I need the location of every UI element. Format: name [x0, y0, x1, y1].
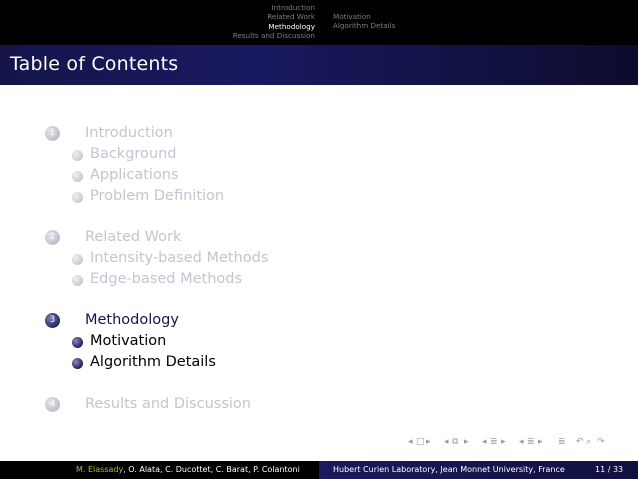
subsection-list: [333, 12, 633, 31]
footer-authors-panel: [0, 461, 319, 479]
section-number-badge: 1: [45, 126, 60, 141]
section-number-badge: 4: [45, 397, 60, 412]
coauthor-names: , O. Alata, C. Ducottet, C. Barat, P. Colantoni: [123, 465, 300, 474]
page-number: 11 / 33: [595, 465, 624, 474]
section-number-badge: 3: [45, 313, 60, 328]
search-forward-icon[interactable]: ↷: [597, 437, 605, 447]
bullet-icon: [72, 150, 83, 161]
nav-section-results[interactable]: Results and Discussion: [232, 31, 315, 41]
toc-section-title[interactable]: Related Work: [85, 229, 182, 245]
slide-icon[interactable]: □: [416, 437, 425, 447]
prev-slide-icon[interactable]: ◂: [408, 437, 413, 447]
toc-item-label[interactable]: Intensity-based Methods: [90, 250, 269, 266]
bullet-icon: [72, 192, 83, 203]
presenter-name: M. Elassady: [76, 465, 124, 474]
nav-section-related-work[interactable]: Related Work: [267, 12, 315, 22]
document-icon[interactable]: ≣: [558, 437, 566, 447]
toc-item-label[interactable]: Background: [90, 146, 177, 162]
bullet-icon: [72, 171, 83, 182]
section-list: [0, 3, 315, 41]
nav-section-introduction[interactable]: Introduction: [271, 3, 315, 12]
search-back-icon[interactable]: ↶: [576, 437, 584, 447]
toc-section-title[interactable]: Introduction: [85, 125, 173, 141]
footer-authors: [76, 465, 300, 474]
section-number-badge: 2: [45, 230, 60, 245]
navigation-symbols: [408, 437, 638, 451]
nav-section-methodology[interactable]: Methodology: [268, 21, 315, 31]
frame-title: Table of Contents: [10, 53, 179, 75]
section-icon[interactable]: ≣: [527, 437, 535, 447]
next-frame-icon[interactable]: ▸: [464, 437, 469, 447]
toc-item-label[interactable]: Motivation: [90, 333, 167, 349]
prev-subsection-icon[interactable]: ◂: [482, 437, 487, 447]
frame-title-bar: [0, 45, 638, 85]
toc-item-label[interactable]: Algorithm Details: [90, 354, 216, 370]
bullet-icon: [72, 337, 83, 348]
nav-subsection-motivation[interactable]: Motivation: [333, 12, 371, 21]
section-navigation-bar: [0, 0, 638, 45]
next-section-icon[interactable]: ▸: [538, 437, 543, 447]
next-subsection-icon[interactable]: ▸: [501, 437, 506, 447]
toc-item-label[interactable]: Problem Definition: [90, 188, 225, 204]
prev-frame-icon[interactable]: ◂: [444, 437, 449, 447]
toc-item-label[interactable]: Edge-based Methods: [90, 271, 243, 287]
bullet-icon: [72, 254, 83, 265]
subsection-icon[interactable]: ≣: [490, 437, 498, 447]
next-slide-icon[interactable]: ▸: [426, 437, 431, 447]
footer-institute-panel: [319, 461, 638, 479]
toc-section-title[interactable]: Results and Discussion: [85, 396, 251, 412]
footer-institute: Hubert Curien Laboratory, Jean Monnet University, France: [333, 465, 565, 474]
bullet-icon: [72, 275, 83, 286]
toc-section-title[interactable]: Methodology: [85, 312, 179, 328]
search-icon[interactable]: ⌕: [586, 437, 592, 447]
frame-icon[interactable]: ⧉: [452, 437, 459, 447]
bullet-icon: [72, 358, 83, 369]
prev-section-icon[interactable]: ◂: [519, 437, 524, 447]
toc-item-label[interactable]: Applications: [90, 167, 179, 183]
nav-subsection-algorithm-details[interactable]: Algorithm Details: [333, 21, 396, 31]
slide-footer: [0, 461, 638, 479]
